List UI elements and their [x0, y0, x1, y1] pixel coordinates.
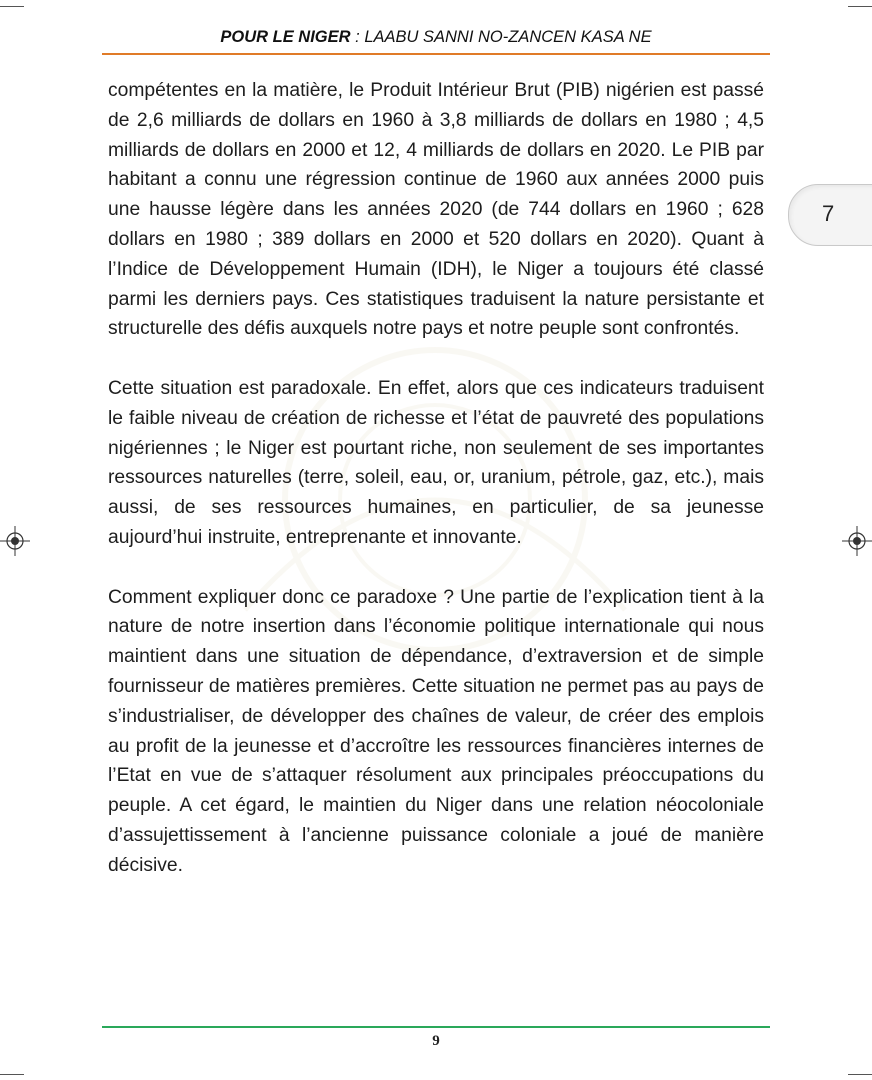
page-number: 9 — [432, 1033, 440, 1049]
registration-mark-left — [0, 526, 30, 556]
running-header — [102, 28, 770, 47]
body-text — [108, 76, 764, 881]
header-title-rest: : LAABU SANNI NO-ZANCEN KASA NE — [350, 28, 652, 46]
paragraph-3: Comment expliquer donc ce paradoxe ? Une partie de l’explication tient à la nature de notre insertion dans l’économie politique internationale qui nous maintient dans une situation de dépendance, d’extraversion et de simple fournisseur de matières premières. Cette situation ne permet pas au pays de s’industrialiser, de développer des chaînes de valeur, de créer des emplois au profit de la jeunesse et d’accroître les ressources financières internes de l’Etat en vue de s’attaquer résolument aux principales préoccupations du peuple. A cet égard, le maintien du Niger dans une relation néocoloniale d’assujettissement à l’ancienne puissance coloniale a joué de manière décisive. — [108, 586, 764, 876]
chapter-tab-number: 7 — [822, 201, 835, 226]
crop-mark-bottom-right — [848, 1074, 872, 1075]
crop-mark-top-left — [0, 6, 24, 7]
chapter-tab — [788, 184, 872, 246]
header-rule — [102, 53, 770, 55]
header-title-bold: POUR LE NIGER — [220, 28, 351, 46]
crop-mark-bottom-left — [0, 1074, 24, 1075]
registration-mark-right — [842, 526, 872, 556]
crop-mark-top-right — [848, 6, 872, 7]
footer-rule — [102, 1026, 770, 1028]
paragraph-1: compétentes en la matière, le Produit Intérieur Brut (PIB) nigérien est passé de 2,6 milliards de dollars en 1960 à 3,8 milliards de dollars en 1980 ; 4,5 milliards de dollars en 2000 et 12, 4 milliards de dollars en 2020. Le PIB par habitant a connu une régression continue de 1960 aux années 2000 puis une hausse légère dans les années 2020 (de 744 dollars en 1960 ; 628 dollars en 1980 ; 389 dollars en 2000 et 520 dollars en 2020). Quant à l’Indice de Développement Humain (IDH), le Niger a toujours été classé parmi les derniers pays. Ces statistiques traduisent la nature persistante et structurelle des défis auxquels notre pays et notre peuple sont confrontés. — [108, 80, 764, 340]
paragraph-2: Cette situation est paradoxale. En effet, alors que ces indicateurs traduisent le faible niveau de création de richesse et l’état de pauvreté des populations nigériennes ; le Niger est pourtant riche, non seulement de ses importantes ressources naturelles (terre, soleil, eau, or, uranium, pétrole, gaz, etc.), mais aussi, de ses ressources humaines, en particulier, de sa jeunesse aujourd’hui instruite, entreprenante et innovante. — [108, 377, 764, 548]
